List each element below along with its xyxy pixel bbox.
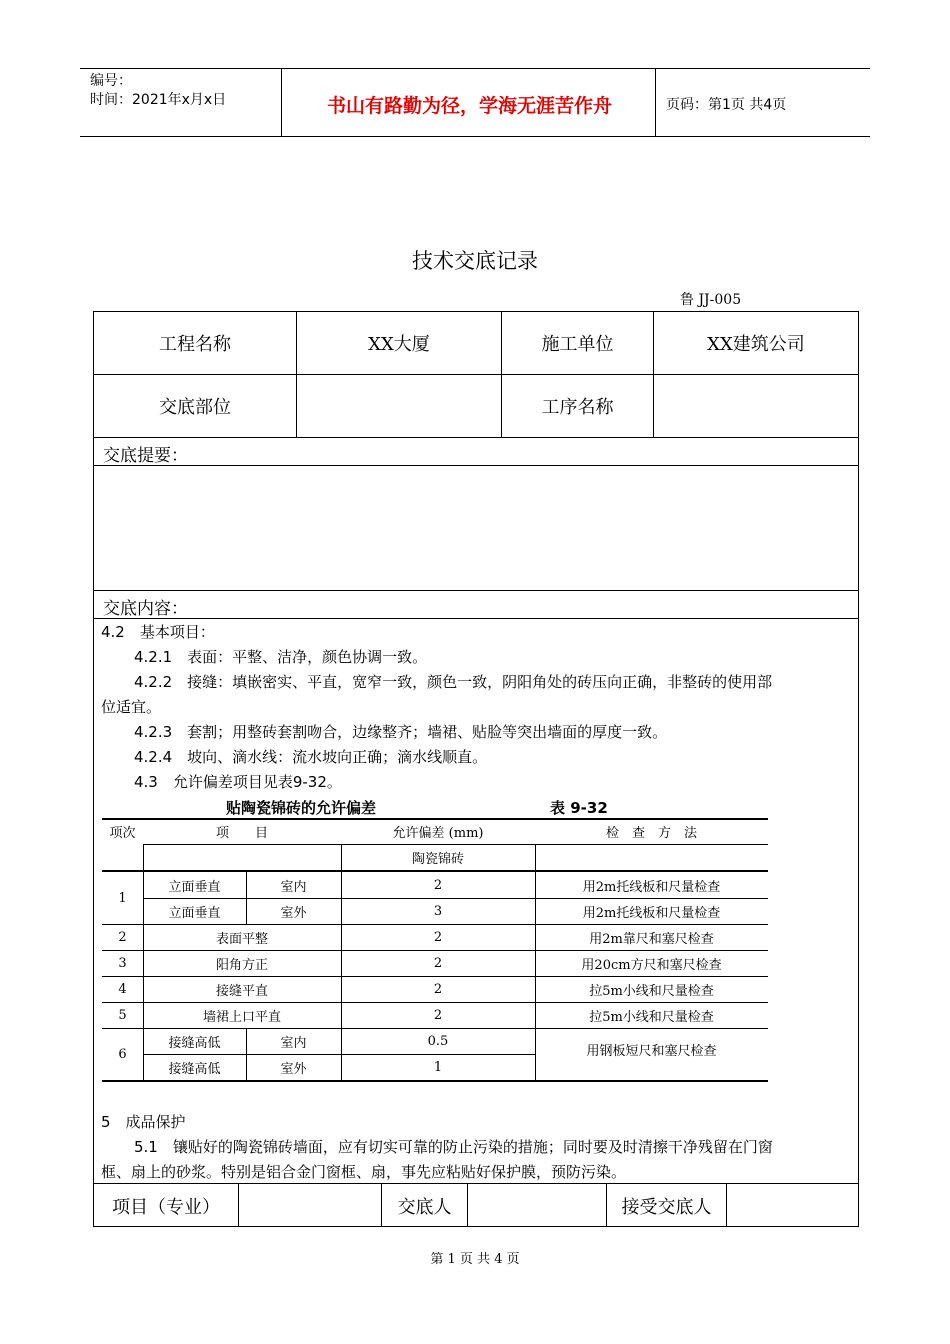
table-cell-method: 用2m托线板和尺量检查 [582, 906, 721, 921]
process-value [654, 375, 858, 437]
table-cell-value: 2 [433, 956, 443, 971]
th-method: 检 查 方 法 [605, 826, 697, 841]
th-sub-ceramic: 陶瓷锦砖 [411, 852, 464, 867]
doc-number-label: 编号： [90, 73, 132, 89]
table-cell-seq: 1 [118, 890, 127, 906]
table-cell-seq: 4 [118, 982, 127, 997]
table-cell-method: 用2m托线板和尺量检查 [582, 879, 721, 895]
table-cell-method: 拉5m小线和尺量检查 [589, 984, 714, 999]
doc-date-label: 时间：2021年x月x日 [90, 92, 227, 108]
location-label: 交底部位 [159, 397, 231, 418]
content-paragraph: 4.2.2 接缝：填嵌密实、平直，宽窄一致，颜色一致，阴阳角处的砖压向正确，非整砖的使用部 [134, 673, 773, 691]
form-col-line [467, 1183, 468, 1227]
th-seq: 项次 [109, 826, 136, 841]
header-motto: 书山有路勤为径，学海无涯苦作舟 [326, 95, 612, 117]
table-cell-seq: 3 [118, 956, 127, 971]
table-cell-value: 2 [433, 982, 443, 997]
th-item: 项 目 [215, 826, 268, 841]
table-cell-value: 2 [433, 930, 443, 945]
table-cell-method: 用20cm方尺和塞尺检查 [581, 958, 722, 973]
form-col-line [238, 1183, 239, 1227]
content-paragraph: 框、扇上的砂浆。特别是铝合金门窗框、扇，事先应粘贴好保护膜，预防污染。 [101, 1163, 627, 1181]
table-cell-item: 阳角方正 [215, 958, 268, 973]
table-bottom-rule [102, 1080, 768, 1082]
table-cell-value: 1 [433, 1060, 443, 1075]
content-paragraph: 4.2.4 坡向、滴水线：流水坡向正确；滴水线顺直。 [134, 748, 488, 766]
header-meta [90, 72, 226, 110]
table-cell-seq: 2 [118, 930, 127, 945]
content-paragraph: 4.2.3 套割；用整砖套割吻合，边缘整齐；墙裙、贴脸等突出墙面的厚度一致。 [134, 723, 668, 741]
summary-label: 交底提要： [103, 446, 188, 466]
table-cell-value: 3 [433, 904, 443, 919]
table-cell-sub: 室内 [280, 879, 307, 895]
table-cell-item: 墙裙上口平直 [202, 1010, 281, 1025]
table-cell-item: 接缝高低 [168, 1036, 221, 1051]
contractor-value: XX建筑公司 [707, 334, 805, 355]
table-number: 表 9-32 [550, 799, 608, 817]
table-title: 贴陶瓷锦砖的允许偏差 [226, 799, 377, 817]
content-paragraph: 4.2.1 表面：平整、洁净，颜色协调一致。 [134, 648, 428, 666]
receiver-label: 接受交底人 [621, 1196, 712, 1218]
table-cell-value: 0.5 [427, 1034, 449, 1049]
content-label: 交底内容： [103, 599, 188, 619]
contractor-label: 施工单位 [541, 334, 614, 355]
header-page-info: 页码：第1页 共4页 [666, 97, 787, 113]
table-cell-value: 2 [433, 877, 443, 893]
table-cell-sub: 室内 [280, 1036, 307, 1051]
page-title: 技术交底记录 [412, 249, 538, 273]
project-specialty-label: 项目（专业） [112, 1196, 220, 1218]
table-cell-value: 2 [433, 1008, 443, 1023]
table-cell-method: 拉5m小线和尺量检查 [589, 1010, 714, 1025]
form-row-line [94, 465, 858, 466]
th-tolerance: 允许偏差 (mm) [392, 826, 484, 841]
content-paragraph: 4.2 基本项目： [101, 623, 215, 641]
table-cell-item: 表面平整 [215, 932, 268, 947]
table-cell-seq: 5 [118, 1008, 127, 1023]
table-cell-method: 用2m靠尺和塞尺检查 [589, 932, 714, 947]
content-paragraph: 4.3 允许偏差项目见表9-32。 [134, 773, 342, 791]
discloser-label: 交底人 [397, 1196, 452, 1218]
table-cell-sub: 室外 [280, 1062, 307, 1077]
table-cell-item: 立面垂直 [168, 879, 221, 895]
content-paragraph: 5.1 镶贴好的陶瓷锦砖墙面，应有切实可靠的防止污染的措施；同时要及时清擦干净残留在门窗 [134, 1138, 773, 1156]
table-cell-item: 接缝高低 [168, 1062, 221, 1077]
table-cell-seq: 6 [118, 1047, 127, 1062]
form-number: 鲁 JJ-005 [680, 292, 742, 308]
project-name-value: XX大厦 [368, 334, 430, 355]
process-label: 工序名称 [541, 397, 614, 418]
page-footer: 第 1 页 共 4 页 [430, 1252, 520, 1267]
project-name-label: 工程名称 [159, 334, 231, 355]
section-heading: 5 成品保护 [101, 1113, 186, 1131]
form-row-line [94, 437, 858, 438]
page-header [80, 68, 870, 137]
header-divider [281, 69, 282, 136]
form-row-line [94, 618, 858, 619]
table-cell-method: 用钢板短尺和塞尺检查 [586, 1043, 717, 1059]
form-col-line [726, 1183, 727, 1227]
content-paragraph: 位适宜。 [101, 698, 162, 716]
table-cell-item: 立面垂直 [168, 906, 221, 921]
table-cell-item: 接缝平直 [215, 984, 268, 999]
table-cell-sub: 室外 [280, 906, 307, 921]
form-row-line [94, 590, 858, 591]
location-value [297, 375, 501, 437]
